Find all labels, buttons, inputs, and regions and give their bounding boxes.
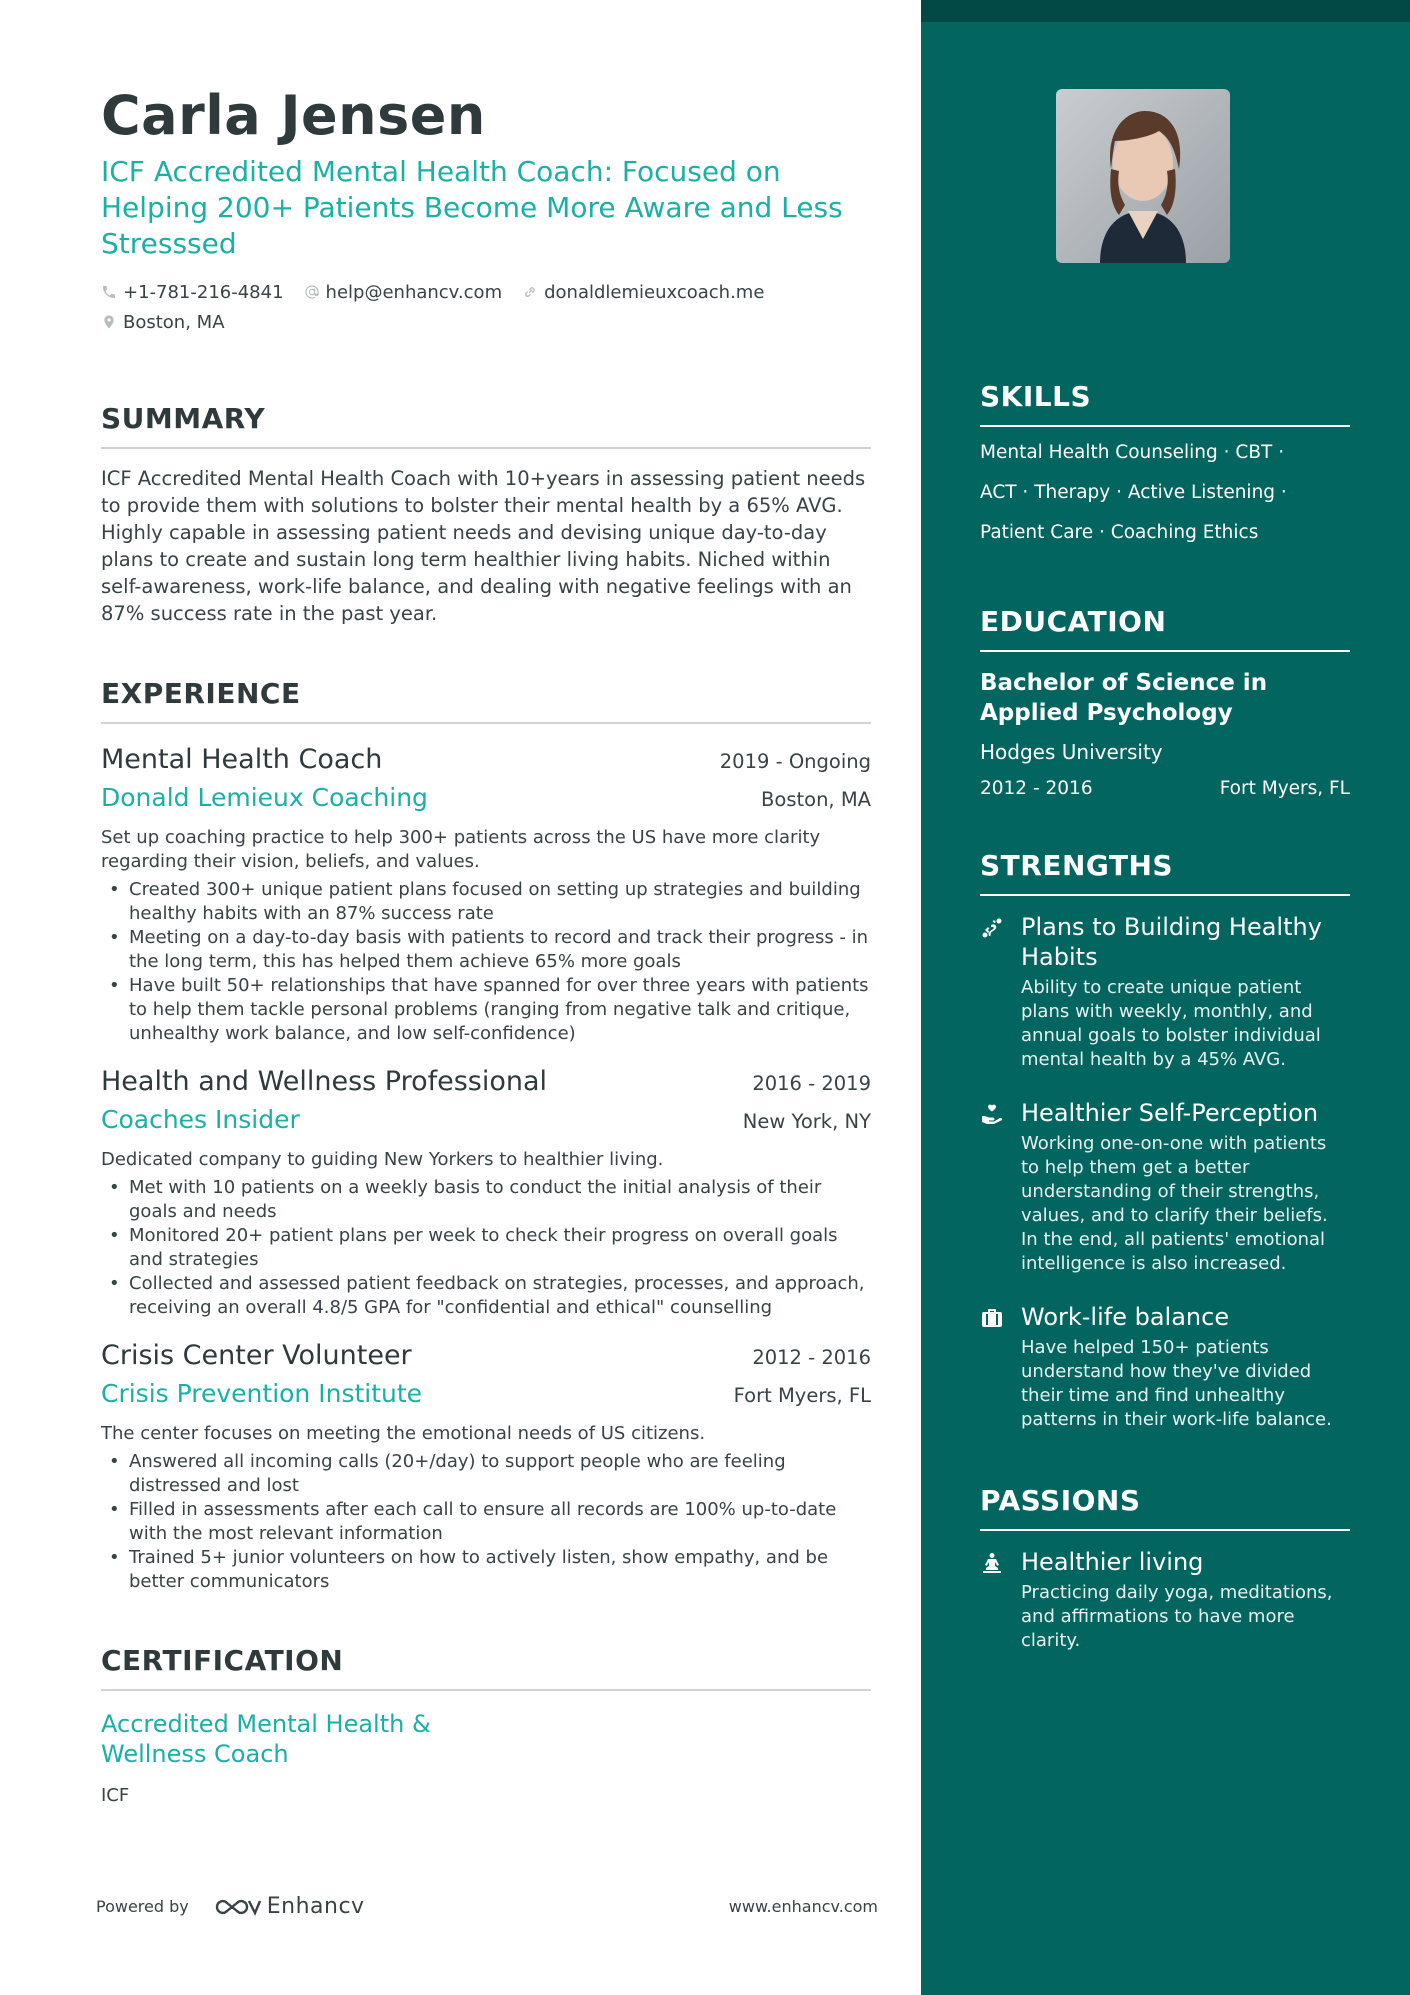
job-bullet: • Have built 50+ relationships that have spanned for over three years with patients to help them tackle personal problems (ranging from negative talk and critique, unhealthy work balance, and low self-confidence): [101, 974, 871, 1046]
strength-title: Plans to Building Healthy Habits: [1021, 913, 1322, 971]
experience-section: [101, 677, 871, 1594]
location-pin-icon: [101, 314, 117, 330]
sidebar-top-band: [921, 0, 1410, 22]
job-entry: [101, 744, 871, 1046]
profile-photo: [1056, 89, 1230, 263]
job-bullet: • Filled in assessments after each call to ensure all records are 100% up-to-date with the most relevant information: [101, 1498, 871, 1546]
education-dates: 2012 - 2016: [980, 778, 1093, 799]
strength-icon-wrap: [980, 912, 1010, 1072]
education-school: Hodges University: [980, 740, 1163, 764]
strength-item: [980, 1098, 1350, 1276]
skills-line: Mental Health Counseling · CBT ·: [980, 442, 1285, 463]
skills-divider: [980, 425, 1350, 427]
summary-title: SUMMARY: [101, 402, 266, 435]
passion-description: Practicing daily yoga, meditations, and affirmations to have more clarity.: [1021, 1582, 1333, 1651]
certification-name: Accredited Mental Health & Wellness Coach: [101, 1710, 431, 1768]
profile-photo-image: [1056, 89, 1230, 263]
job-location: Fort Myers, FL: [733, 1384, 871, 1407]
footer-branding: [96, 1894, 365, 1919]
job-location: Boston, MA: [761, 788, 871, 811]
strength-item: [980, 1302, 1350, 1432]
meditation-icon: [980, 1551, 1004, 1575]
certification-section: [101, 1644, 871, 1806]
skills-title: SKILLS: [980, 380, 1092, 413]
enhancv-logo-text: Enhancv: [266, 1894, 365, 1919]
strength-body: [1021, 912, 1350, 1072]
education-section: [980, 605, 1350, 799]
main-content: [101, 80, 871, 1806]
job-company: Donald Lemieux Coaching: [101, 783, 428, 812]
sidebar: [921, 0, 1410, 1995]
footer-url[interactable]: www.enhancv.com: [728, 1897, 878, 1916]
passion-item: [980, 1547, 1350, 1653]
job-subheader: [101, 1105, 871, 1134]
strength-description: Have helped 150+ patients understand how they've divided their time and find unhealthy patterns in their work-life balance.: [1021, 1337, 1332, 1430]
education-degree: Bachelor of Science in Applied Psychology: [980, 670, 1268, 726]
phone-icon: [101, 284, 117, 300]
hand-care-icon: [980, 1102, 1004, 1126]
at-icon: [304, 284, 320, 300]
job-description: The center focuses on meeting the emotional needs of US citizens.: [101, 1423, 706, 1444]
phone-text: +1-781-216-4841: [123, 281, 284, 303]
contact-email[interactable]: [304, 280, 503, 304]
job-bullet: • Created 300+ unique patient plans focused on setting up strategies and building healthy habits with an 87% success rate: [101, 878, 871, 926]
strengths-title: STRENGTHS: [980, 849, 1174, 882]
certification-title: CERTIFICATION: [101, 1644, 344, 1677]
job-entry: [101, 1066, 871, 1320]
skills-line: ACT · Therapy · Active Listening ·: [980, 482, 1287, 503]
strength-item: [980, 912, 1350, 1072]
certification-issuer: ICF: [101, 1785, 130, 1806]
job-subheader: [101, 783, 871, 812]
email-text: help@enhancv.com: [325, 281, 503, 303]
link-icon: [522, 284, 538, 300]
strength-body: [1021, 1098, 1350, 1276]
strength-title: Work-life balance: [1021, 1303, 1230, 1331]
job-location: New York, NY: [742, 1110, 871, 1133]
job-bullet: • Meeting on a day-to-day basis with patients to record and track their progress - in the long term, this has helped them achieve 65% more goals: [101, 926, 871, 974]
job-company: Crisis Prevention Institute: [101, 1379, 423, 1408]
education-title: EDUCATION: [980, 605, 1167, 638]
contact-phone[interactable]: [101, 280, 284, 304]
job-header: [101, 1340, 871, 1371]
strength-body: [1021, 1302, 1350, 1432]
job-subheader: [101, 1379, 871, 1408]
job-description: Dedicated company to guiding New Yorkers to healthier living.: [101, 1149, 664, 1170]
candidate-name: Carla Jensen: [101, 84, 486, 147]
passion-icon-wrap: [980, 1547, 1010, 1653]
skills-list: [980, 433, 1350, 553]
job-dates: 2016 - 2019: [752, 1072, 871, 1095]
certification-divider: [101, 1689, 871, 1691]
strength-icon-wrap: [980, 1302, 1010, 1432]
enhancv-logo[interactable]: [213, 1894, 365, 1919]
passion-title: Healthier living: [1021, 1548, 1204, 1576]
job-dates: 2012 - 2016: [752, 1346, 871, 1369]
job-company: Coaches Insider: [101, 1105, 300, 1134]
briefcase-icon: [980, 1306, 1004, 1330]
passions-divider: [980, 1529, 1350, 1531]
job-bullets: [101, 1450, 871, 1594]
path-icon: [980, 916, 1004, 940]
strength-title: Healthier Self-Perception: [1021, 1099, 1319, 1127]
powered-by-label: Powered by: [96, 1897, 189, 1916]
experience-title: EXPERIENCE: [101, 677, 301, 710]
strength-description: Ability to create unique patient plans with weekly, monthly, and annual goals to bolster individual mental health by a 45% AVG.: [1021, 977, 1321, 1070]
job-bullet: • Trained 5+ junior volunteers on how to actively listen, show empathy, and be better communicators: [101, 1546, 871, 1594]
job-title: Mental Health Coach: [101, 744, 383, 775]
job-title: Health and Wellness Professional: [101, 1066, 548, 1097]
job-header: [101, 744, 871, 775]
contact-location: [101, 310, 225, 334]
job-bullets: [101, 1176, 871, 1320]
strengths-divider: [980, 894, 1350, 896]
passions-title: PASSIONS: [980, 1484, 1141, 1517]
experience-divider: [101, 722, 871, 724]
job-bullet: • Answered all incoming calls (20+/day) to support people who are feeling distressed and lost: [101, 1450, 871, 1498]
education-location: Fort Myers, FL: [1219, 778, 1350, 799]
strength-icon-wrap: [980, 1098, 1010, 1276]
sidebar-content: [980, 380, 1350, 1653]
job-bullet: • Monitored 20+ patient plans per week to check their progress on overall goals and strategies: [101, 1224, 871, 1272]
contact-website[interactable]: [522, 280, 764, 304]
contact-info: [101, 280, 881, 334]
location-text: Boston, MA: [123, 311, 225, 333]
passions-section: [980, 1484, 1350, 1653]
strengths-section: [980, 849, 1350, 1432]
summary-section: [101, 402, 871, 627]
job-bullets: [101, 878, 871, 1046]
headline: ICF Accredited Mental Health Coach: Focused on Helping 200+ Patients Become More Aware and Less Stresssed: [101, 155, 843, 260]
job-bullet: • Collected and assessed patient feedback on strategies, processes, and approach, receiving an overall 4.8/5 GPA for "confidential and ethical" counselling: [101, 1272, 871, 1320]
job-title: Crisis Center Volunteer: [101, 1340, 412, 1371]
education-details: [980, 778, 1350, 799]
job-entry: [101, 1340, 871, 1594]
skills-line: Patient Care · Coaching Ethics: [980, 522, 1259, 543]
footer: [96, 1894, 878, 1919]
summary-text: ICF Accredited Mental Health Coach with 10+years in assessing patient needs to provide them with solutions to bolster their mental health by a 65% AVG. Highly capable in assessing patient needs and devising unique day-to-day plans to create and sustain long term healthier living habits. Niched within self-awareness, work-life balance, and dealing with negative feelings with an 87% success rate in the past year.: [101, 467, 866, 625]
summary-divider: [101, 447, 871, 449]
enhancv-logo-icon: [213, 1895, 261, 1919]
job-header: [101, 1066, 871, 1097]
education-divider: [980, 650, 1350, 652]
job-bullet: • Met with 10 patients on a weekly basis to conduct the initial analysis of their goals and needs: [101, 1176, 871, 1224]
strength-description: Working one-on-one with patients to help them get a better understanding of their strengths, values, and to clarify their beliefs. In the end, all patients' emotional intelligence is also increased.: [1021, 1133, 1328, 1274]
website-text: donaldlemieuxcoach.me: [544, 281, 765, 303]
job-description: Set up coaching practice to help 300+ patients across the US have more clarity regarding their vision, beliefs, and values.: [101, 827, 821, 872]
skills-section: [980, 380, 1350, 553]
job-dates: 2019 - Ongoing: [719, 750, 871, 773]
passion-body: [1021, 1547, 1350, 1653]
